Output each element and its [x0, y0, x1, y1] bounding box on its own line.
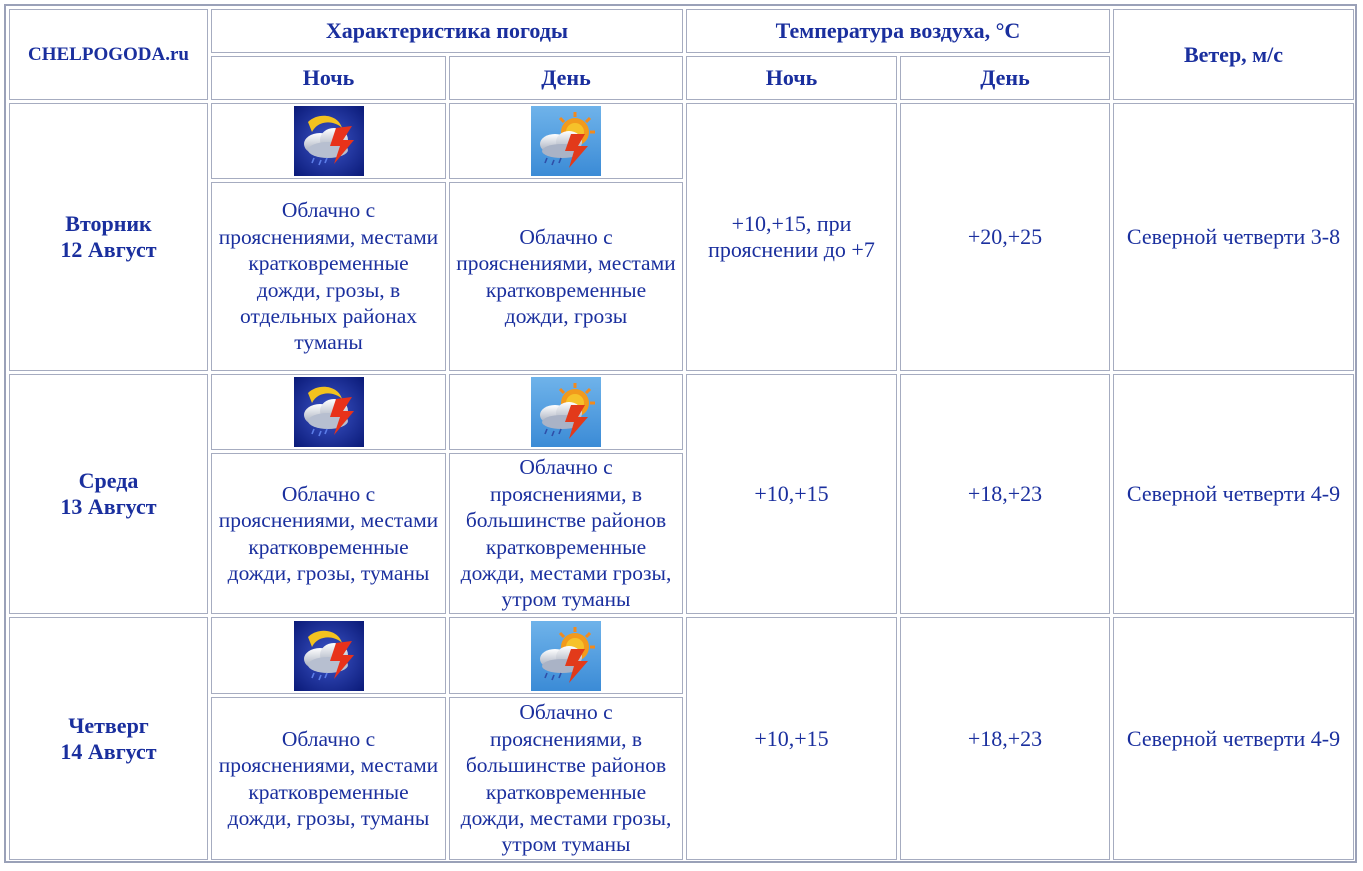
day-icon-cell: [449, 617, 683, 694]
temp-day-value: [900, 103, 1110, 371]
temp-day-text: +18,+23: [967, 481, 1043, 506]
weather-characteristics-label: Характеристика погоды: [325, 18, 569, 43]
date: 13 Август: [60, 494, 157, 519]
night-description: [211, 182, 446, 371]
day-icon-cell: [449, 374, 683, 450]
wind-value: [1113, 617, 1354, 860]
weather-night-header: [211, 56, 446, 100]
day-thunderstorm-icon: [531, 106, 601, 176]
wind-label: Ветер, м/с: [1183, 41, 1284, 67]
temp-day-text: +18,+23: [967, 725, 1043, 751]
site-name-cell: [9, 9, 208, 100]
temp-night-value: [686, 617, 897, 860]
night-thunderstorm-icon: [294, 377, 364, 447]
weekday: Среда: [78, 468, 139, 493]
site-name: CHELPOGODA.ru: [28, 43, 189, 65]
night-label: Ночь: [302, 65, 355, 90]
night-thunderstorm-icon: [294, 106, 364, 176]
temp-night-text: +10,+15: [754, 481, 829, 506]
wind-text: Северной четверти 4-9: [1126, 725, 1341, 751]
day-icon-cell: [449, 103, 683, 179]
weather-day-header: [449, 56, 683, 100]
temp-day-value: [900, 617, 1110, 860]
air-temperature-header: [686, 9, 1110, 53]
day-description-text: Облачно с прояснениями, местами кратковременные дожди, грозы: [456, 224, 676, 328]
day-label: День: [541, 65, 591, 90]
day-description: [449, 697, 683, 860]
night-icon-cell: [211, 374, 446, 450]
wind-value: [1113, 374, 1354, 614]
date: 12 Август: [60, 237, 157, 262]
temp-day-header: [900, 56, 1110, 100]
wind-text: Северной четверти 3-8: [1126, 224, 1341, 249]
weekday: Вторник: [65, 211, 152, 236]
date-cell: [9, 617, 208, 860]
night-icon-cell: [211, 103, 446, 179]
temp-night-value: [686, 103, 897, 371]
wind-header: [1113, 9, 1354, 100]
temp-day-value: [900, 374, 1110, 614]
wind-value: [1113, 103, 1354, 371]
date: 14 Август: [60, 738, 157, 764]
day-thunderstorm-icon: [531, 377, 601, 447]
day-description-text: Облачно с прояснениями, в большинстве районов кратковременные дожди, местами грозы, утром туманы: [460, 455, 672, 612]
night-description-text: Облачно с прояснениями, местами кратковременные дожди, грозы, туманы: [218, 481, 439, 585]
weekday: Четверг: [68, 712, 149, 738]
night-label: Ночь: [765, 65, 818, 90]
night-description: [211, 697, 446, 860]
day-label: День: [980, 65, 1030, 90]
weather-characteristics-header: [211, 9, 683, 53]
day-thunderstorm-icon: [531, 621, 601, 691]
temp-day-text: +20,+25: [967, 224, 1043, 249]
day-description: [449, 453, 683, 614]
night-thunderstorm-icon: [294, 621, 364, 691]
date-cell: [9, 103, 208, 371]
day-description-text: Облачно с прояснениями, в большинстве районов кратковременные дожди, местами грозы, утром туманы: [460, 700, 672, 857]
day-description: [449, 182, 683, 371]
temp-night-text: +10,+15, при прояснении до +7: [708, 211, 875, 262]
temp-night-value: [686, 374, 897, 614]
air-temperature-label: Температура воздуха, °С: [775, 18, 1021, 43]
night-icon-cell: [211, 617, 446, 694]
temp-night-header: [686, 56, 897, 100]
wind-text: Северной четверти 4-9: [1126, 481, 1341, 506]
temp-night-text: +10,+15: [754, 725, 829, 751]
night-description-text: Облачно с прояснениями, местами кратковременные дожди, грозы, в отдельных районах туманы: [218, 198, 439, 355]
night-description-text: Облачно с прояснениями, местами кратковременные дожди, грозы, туманы: [218, 726, 439, 830]
night-description: [211, 453, 446, 614]
date-cell: [9, 374, 208, 614]
